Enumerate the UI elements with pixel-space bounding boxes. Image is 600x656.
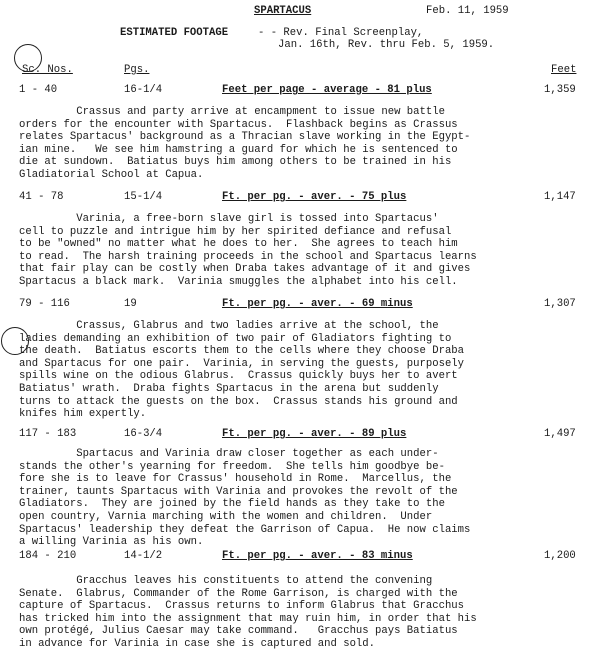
segment-synopsis [19,575,579,651]
page-count: 14-1/2 [124,550,163,562]
synopsis-line: die at sundown. Batiatus buys him among others to be trained in his [19,156,452,169]
footage-feet: 1,147 [544,191,576,203]
synopsis-line: a willing Varinia as his own. [19,536,204,549]
footage-rate: Ft. per pg. - aver. - 75 plus [222,191,407,203]
synopsis-line: in advance for Varinia in case she is captured and sold. [19,637,376,650]
segment-synopsis [19,106,579,182]
footage-rate: Feet per page - average - 81 plus [222,84,432,96]
footage-rate: Ft. per pg. - aver. - 69 minus [222,298,413,310]
synopsis-line: Varinia, a free-born slave girl is tossed into Spartacus' [19,213,439,225]
synopsis-line: own protégé, Julius Caesar may take command. Gracchus pays Batiatus [19,625,458,638]
segment-synopsis [19,213,579,289]
estimated-footage-label: ESTIMATED FOOTAGE [120,27,229,39]
column-header-feet: Feet [551,64,577,76]
scene-range: 79 - 116 [19,298,70,310]
synopsis-line: open country, Varnia marching with the women and children. Under [19,510,433,523]
footage-feet: 1,497 [544,428,576,440]
segment-header [0,298,600,312]
document-title: SPARTACUS [254,5,312,17]
segment-synopsis [19,448,579,549]
synopsis-line: Senate. Glabrus, Commander of the Rome Garrison, is charged with the [19,587,458,600]
footage-feet: 1,200 [544,550,576,562]
column-header-scene-numbers: Sc. Nos. [22,64,73,76]
segment-header [0,84,600,98]
footage-rate: Ft. per pg. - aver. - 89 plus [222,428,407,440]
scene-range: 1 - 40 [19,84,58,96]
revision-line-1: - - Rev. Final Screenplay, [258,27,424,39]
synopsis-line: Gracchus leaves his constituents to attend the convening [19,575,433,587]
synopsis-line: ladies demanding an exhibition of two pair of Gladiators fighting to [19,332,452,345]
synopsis-line: Crassus and party arrive at encampment to issue new battle [19,106,445,118]
segment-header [0,550,600,564]
synopsis-line: and Spartacus for one pair. Varinia, in serving the guests, purposely [19,357,465,370]
synopsis-line: to read. The harsh training proceeds in the school and Spartacus learns [19,250,477,263]
page-count: 19 [124,298,137,310]
page-count: 16-1/4 [124,84,163,96]
synopsis-line: Gladiators. They are joined by the field hands as they take to the [19,498,445,511]
scene-range: 184 - 210 [19,550,77,562]
synopsis-line: Spartacus and Varinia draw closer together as each under- [19,448,439,460]
synopsis-line: that fair play can be costly when Draba takes advantage of it and gives [19,263,471,276]
page-count: 15-1/4 [124,191,163,203]
synopsis-line: knifes him expertly. [19,408,147,421]
synopsis-line: Spartacus' leadership they defeat the Garrison of Capua. He now claims [19,523,471,536]
footage-feet: 1,307 [544,298,576,310]
synopsis-line: spills wine on the odious Glabrus. Crassus quickly buys her to avert [19,370,458,383]
synopsis-line: to be "owned" no matter what he does to her. She agrees to teach him [19,238,458,251]
scene-range: 41 - 78 [19,191,64,203]
footage-feet: 1,359 [544,84,576,96]
synopsis-line: relates Spartacus' background as a Thracian slave working in the Egypt- [19,131,471,144]
synopsis-line: has tricked him into the assignment that may ruin him, in order that his [19,612,477,625]
synopsis-line: Crassus, Glabrus and two ladies arrive at the school, the [19,320,439,332]
synopsis-line: ian mine. We see him hamstring a guard for which he is sentenced to [19,143,458,156]
synopsis-line: capture of Spartacus. Crassus returns to inform Glabrus that Gracchus [19,600,465,613]
synopsis-line: cell to puzzle and intrigue him by her spirited defiance and refusal [19,225,452,238]
scene-range: 117 - 183 [19,428,77,440]
page-count: 16-3/4 [124,428,163,440]
synopsis-line: stands the other's yearning for freedom. She tells him goodbye be- [19,460,445,473]
synopsis-line: Spartacus a black mark. Varinia smuggles the alphabet into his cell. [19,275,458,288]
synopsis-line: trainer, taunts Spartacus with Varinia and provokes the revolt of the [19,485,458,498]
document-date: Feb. 11, 1959 [426,5,509,17]
segment-header [0,191,600,205]
segment-synopsis [19,320,579,421]
synopsis-line: orders for the encounter with Spartacus. Flashback begins as Crassus [19,118,458,131]
synopsis-line: Gladiatorial School at Capua. [19,168,204,181]
column-header-pages: Pgs. [124,64,150,76]
segment-header [0,428,600,442]
synopsis-line: fore she is to leave for Crassus' household in Rome. Marcellus, the [19,473,452,486]
footage-rate: Ft. per pg. - aver. - 83 minus [222,550,413,562]
revision-line-2: Jan. 16th, Rev. thru Feb. 5, 1959. [278,39,495,51]
synopsis-line: the death. Batiatus escorts them to the cells where they choose Draba [19,345,465,358]
synopsis-line: turns to attack the guests on the box. Crassus stands his ground and [19,395,458,408]
synopsis-line: Batiatus' wrath. Draba fights Spartacus in the arena but suddenly [19,382,439,395]
